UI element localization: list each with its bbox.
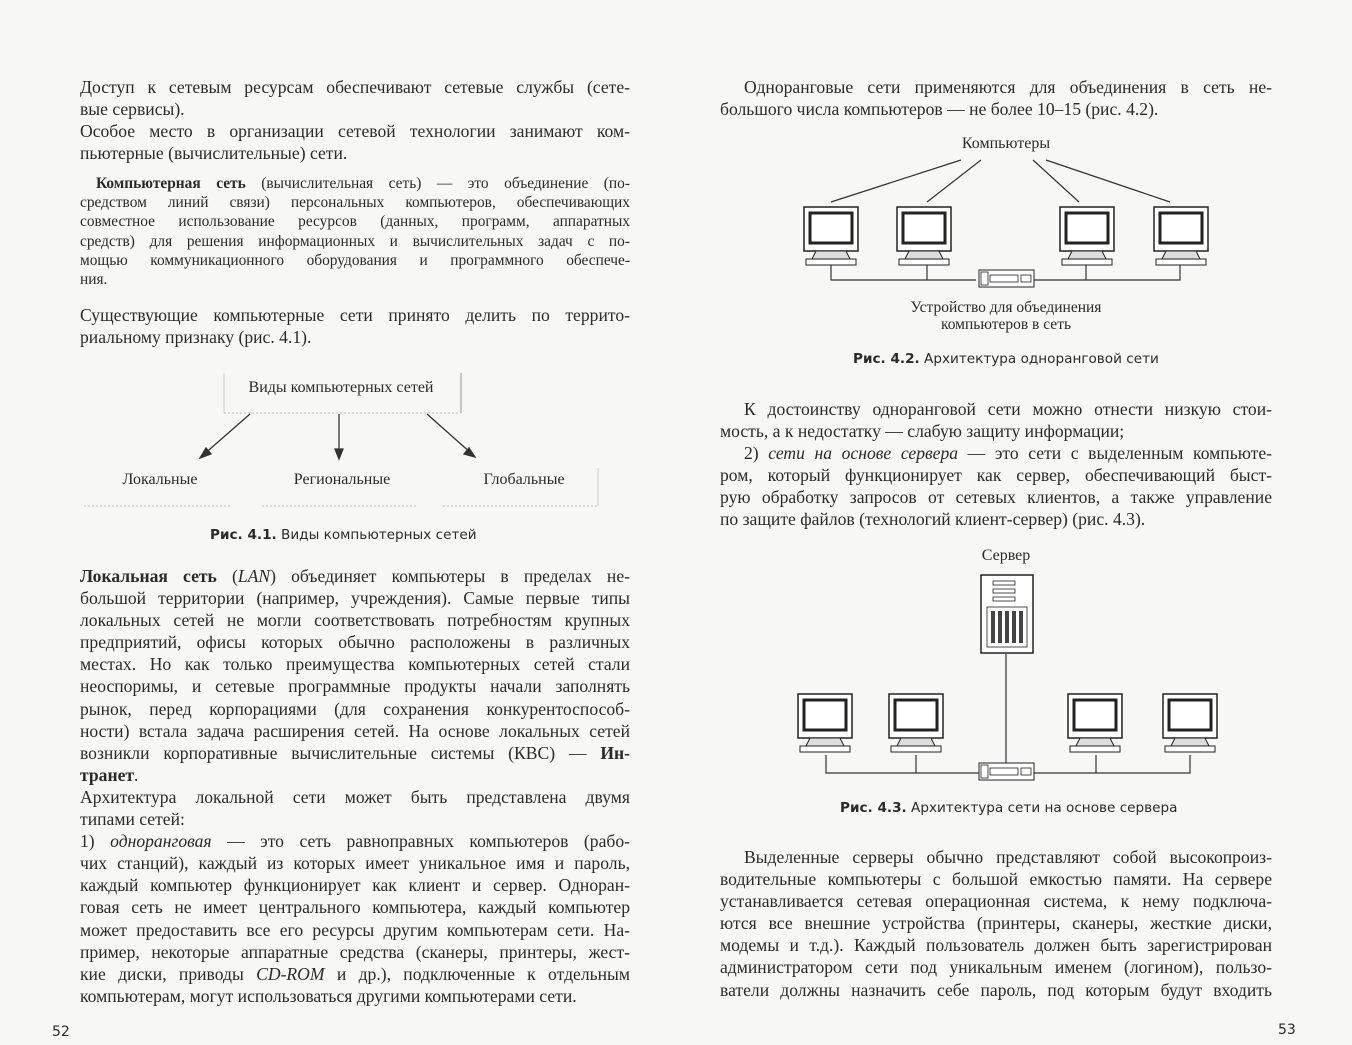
computer-icon [1154, 207, 1208, 265]
fig2-device-label: Устройство для объединения компьютеров в сеть [910, 299, 1102, 333]
fig1-local-label: Локальные [122, 471, 198, 488]
paragraph-local-network: Локальная сеть (LAN) объединяет компьютеры в пределах не- большой территории (например, учреждения). Самые первые типы локальных сетей не могли соответствовать потребностям крупных предприятий, офисы которых обычно расположены в различных местах. Но как только преимущества компьютерных сетей стали неоспоримы, и сетевые программные продукты начали заполнять рынок, перед корпорациями (для сохранения конкурентоспособ- ности) встала задача расширения сетей. На основе локальных сетей возникли корпоративные вычислительные системы (КВС) — Ин- транет. Архитектура локальной сети может быть представлена двумя типами сетей: 1) одноранговая — это сеть равноправных компьютеров (рабо- чих станций), каждый из которых имеет уникальное имя и пароль, каждый компьютер функционирует как клиент и сервер. Одноран- говая сеть не имеет центрального компьютера, каждый компьютер может предоставить все его ресурсы другим компьютерам сети. На- пример, некоторые аппаратные средства (сканеры, принтеры, жест- кие диски, приводы CD-ROM и др.), подключенные к отдельным компьютерам, могут использоваться другими компьютерами сети. [80, 566, 630, 1006]
fig3-server-label: Сервер [981, 547, 1031, 564]
paragraph-advantages: К достоинству одноранговой сети можно отнести низкую стои- мость, а к недостатку — слабую защиту информации; 2) сети на основе сервера — это сети с выделенным компьюте- ром, который функционирует как сервер, обеспечивающий быст- рую обработку запросов от сетевых клиентов, а также управление по защите файлов (технологий клиент-сервер) (рис. 4.3). [720, 399, 1272, 530]
page-number-left: 52 [52, 1024, 70, 1040]
paragraph-services: Доступ к сетевым ресурсам обеспечивают сетевые службы (сете- вые сервисы). Особое место в организации сетевой технологии занимают ком- пьютерные (вычислительные) сети. [80, 77, 630, 164]
fig2-diagram [676, 150, 1352, 310]
hub-icon [979, 270, 1034, 287]
fig2-computers-label: Компьютеры [961, 135, 1051, 152]
fig2-computers [804, 207, 1208, 265]
computer-icon [889, 694, 943, 752]
definition-term: Компьютерная сеть [96, 175, 246, 192]
computer-icon [1060, 207, 1114, 265]
computer-icon [804, 207, 858, 265]
page-number-right: 53 [1278, 1022, 1296, 1038]
paragraph-dedicated-servers: Выделенные серверы обычно представляют собой высокопроиз- водительные компьютеры с большой емкостью памяти. На сервере устанавливается сетевая операционная система, к нему подключа- ются все внешние устройства (принтеры, сканеры, жесткие диски, модемы и т.д.). Каждый пользователь должен быть зарегистрирован администратором сети под уникальным именем (логином), пользо- ватели должны назначить себе пароль, под которым будут входить [720, 847, 1272, 1000]
fig2-caption: Рис. 4.2. Архитектура одноранговой сети [853, 351, 1159, 367]
computer-icon [798, 694, 852, 752]
paragraph-peer-usage: Одноранговые сети применяются для объединения в сеть не- большого числа компьютеров — не более 10–15 (рис. 4.2). [720, 77, 1272, 120]
fig1-root-label: Виды компьютерных сетей [248, 379, 434, 396]
computer-icon [897, 207, 951, 265]
fig3-caption: Рис. 4.3. Архитектура сети на основе сервера [840, 800, 1178, 816]
fig3-computers [798, 694, 1217, 752]
fig1-caption: Рис. 4.1. Виды компьютерных сетей [210, 527, 477, 543]
fig3-cables [826, 654, 1190, 773]
fig3-diagram [676, 570, 1352, 790]
hub-icon [979, 763, 1034, 780]
right-page [676, 0, 1352, 1045]
computer-icon [1068, 694, 1122, 752]
paragraph-classification: Существующие компьютерные сети принято делить по террито- риальному признаку (рис. 4.1). [80, 305, 630, 348]
server-icon [981, 575, 1033, 653]
fig1-global-label: Глобальные [483, 471, 565, 488]
fig1-arrows [200, 414, 475, 459]
fig1-regional-label: Региональные [293, 471, 391, 488]
computer-icon [1163, 694, 1217, 752]
definition-block: Компьютерная сеть (вычислительная сеть) — это объединение (по- средством линий связи) персональных компьютеров, обеспечивающих совместное использование ресурсов (данных, программ, аппаратных средств) для решения информационных и вычислительных задач с по- мощью коммуникационного оборудования и программного обеспече- ния. [80, 175, 630, 289]
